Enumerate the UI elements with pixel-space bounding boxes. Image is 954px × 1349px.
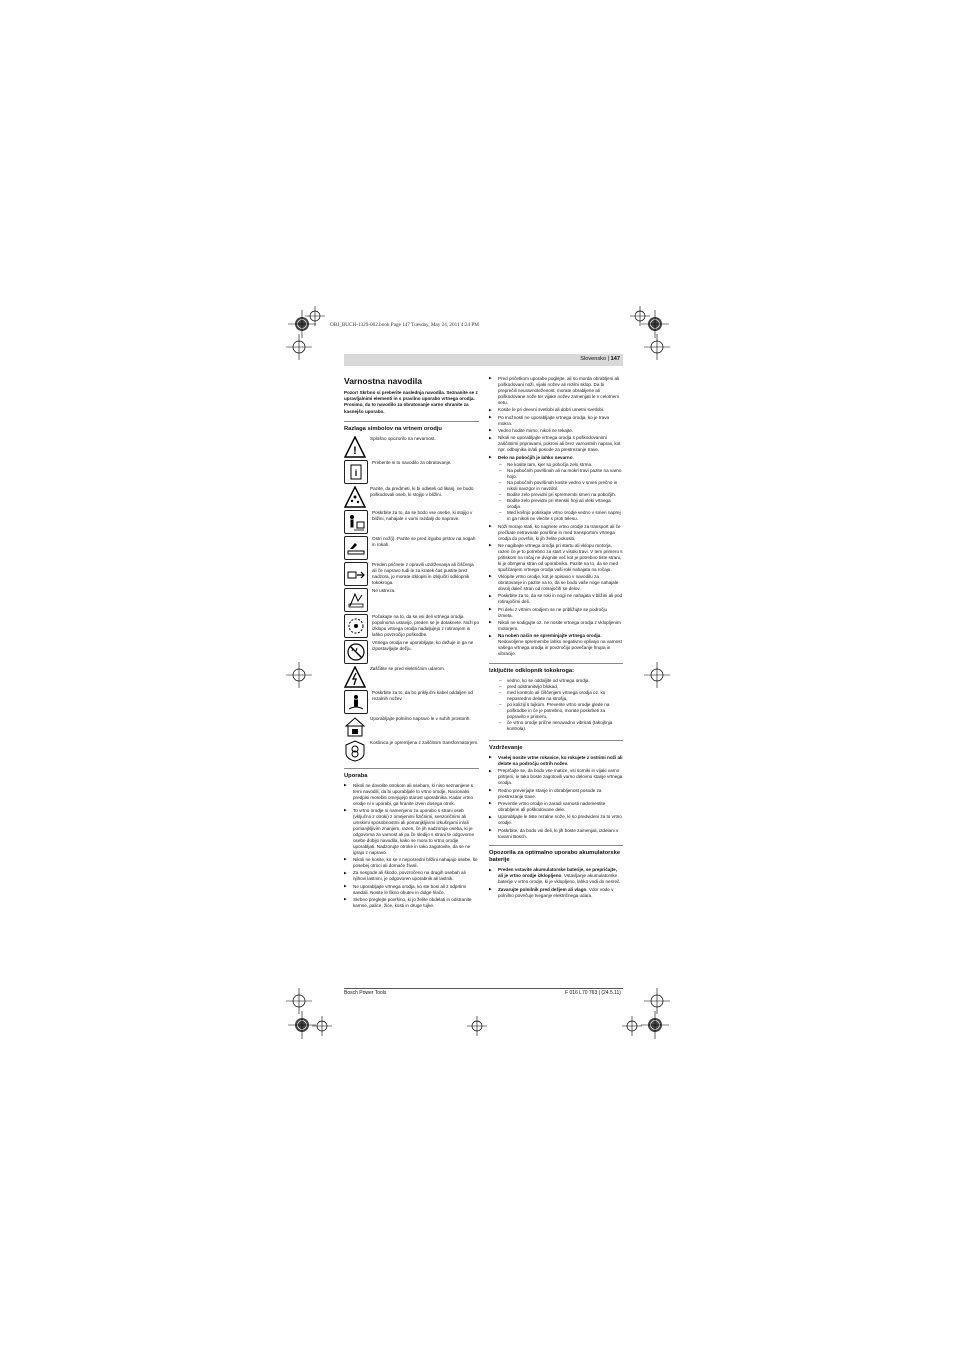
electric-shock-icon [344, 666, 366, 688]
list-item: – če vrtno orodje prične nenavadno vibrirati (takojšnja kontrola). [489, 720, 623, 732]
svg-text:i: i [354, 467, 358, 478]
list-item: ▶ Na noben način ne spreminjajte vrtnega orodja. Nedovoljene spremembe lahko negativno vplivajo na varnost vašega vrtnega orodja in povzročijo povečanje hrupa in vibracije. [489, 633, 623, 657]
symbol-text: Splošno opozorilo na nevarnost. [370, 435, 436, 441]
read-manual-icon [344, 460, 368, 484]
list-item: ▶ To vrtno orodje ni namenjeno za uporabo s strani oseb (vključno z otroki) z omejenimi fizičnimi, senzoričnimi ali umskimi sposobnostmi ali pomanjkljivimi izkušnjami in/ali pomanjkljivim znanjem, razen, če jih nadzoruje oseba, ki je odgovorna za varnost ali pa če sledijo s strani te odgovorne osebe dobijo navodila, kako se mora to vrtno orodje uporabljati. Nadzorujte otroke in tako zagotovite, da se ne igrajo z napravo. [344, 808, 479, 856]
crosshair-top-center-left [305, 306, 325, 326]
list-item: ▶ Kosite le pri dnevni svetlobi ali dobri umetni svetlobi. [489, 407, 623, 413]
maintenance-list [489, 755, 623, 840]
usage-list-continued [489, 376, 623, 461]
svg-text:!: ! [353, 444, 357, 457]
symbol-text: Vrtnega orodja ne uporabljajte, ko dežuje in ga ne izpostavljajte dežju. [372, 639, 474, 651]
bystander-distance-icon [344, 510, 368, 534]
symbol-text: Pazite, da predmeti, ki bi odleteli od likanj, ne bodo poškodovali oseb, ki stojijo v bližini. [370, 485, 474, 497]
list-item: ▶ Uporabljajte le tiste rezalne nože, ki so predvideni za to vrtno orodje. [489, 814, 623, 826]
crosshair-top-right [644, 334, 670, 360]
battery-list [489, 867, 623, 898]
list-item: ▶ Pred pričetkom uporabe poglejte, ali so morda obrabljeni ali poškodovani noži, vijaki nožev ali rezilni sklop. Da bi preprečili neuravnoteženost, morate obrabljene ali poškodovane nože ter vijake nožev zamenjati le v celotnem setu. [489, 376, 623, 406]
symbol-row [344, 614, 479, 638]
list-item: ▶ Preprčajte se, da bodo vse matice, vsi sorniki in vijaki varno pritrjeni, le tako boste zagotovili varno delovno stanje vrtnega orodja. [489, 768, 623, 786]
list-item: ▶ Vselej nosite vrtne rokavice, ko rokujete z ostrimi noži ali delate na področju ostrih nožev. [489, 755, 623, 767]
list-item: ▶ Nikoli ne uporabljajte vrtnega orodja s poškodovanimi zaščitnimi pripravami, pokrovi ali brez varnostnih naprav, kot npr. odbojnika in/ali posode za prestrezanje trave. [489, 435, 623, 453]
symbols-list [344, 436, 479, 762]
crosshair-top-center-right [630, 306, 650, 326]
crosshair-top-left [286, 334, 312, 360]
list-item: ▶ Po možnosti ne uporabljajte vrtnega orodja, ko je trava mokra. [489, 415, 623, 427]
maintenance-title: Vzdrževanje [489, 740, 623, 752]
crosshair-bottom-center [467, 1016, 487, 1036]
list-item: ▶ Nikoli ne sodigujte oz. ne nosite vrtnega orodja z vklopljenim motorjem. [489, 620, 623, 632]
symbol-text: Ostri nož(i). Pazite se pred izgubo prstov na nogah in rokah. [372, 535, 476, 547]
list-item: ▶ Pri delu z vrtnim orodjem se ne približujte se področju izmeta. [489, 607, 623, 619]
symbol-text: Uporabljajte polnilno napravo le v suhih prostorih. [370, 715, 471, 721]
list-item: ▶ Ne nagibajte vrtnega orodja pri startu ali vklopu motorja, razen če je to potrebno za start v visoki travi. V tem primeru s pritiskom na ročaj ne dvignite več kot je potrebno tiste strani, ki je obrnjena stran od uporabnika. Pazite na to, da se med spuščanjem vrtnega orodja vaši roki nahajata na ročaju. [489, 543, 623, 573]
intro-warning: Pozor! Skrbno si preberite naslednja navodila. Seznanite se z upravljalnimi elementi in s pravilno uporabo vrtnega orodja. Prosimo, da to navodilo za obratovanje varno shranite za kasnejšo uporabo. [344, 390, 478, 414]
list-item: ▶ Poskrbite za to, da se roki in nogi ne nahajata v bližini ali pod rotirajočimi deli. [489, 593, 623, 605]
list-item: ▶ Preventie vrtno orodje in zaradi varnosti nadomestite obrabljene ali poškodovane dele. [489, 801, 623, 813]
list-item: ▶ Delo na pobočjih je lahko nevarno. [489, 455, 623, 461]
remove-key-icon [344, 562, 368, 586]
symbol-row [344, 562, 479, 586]
list-item: ▶ Zavarujte polnilnik pred dežjem ali vlago. Vdor vode v polnilno povečuje tveganje električnega udara. [489, 887, 623, 899]
header-page-number: 147 [610, 356, 620, 362]
list-item: ▶ Nikoli ne kosite, ko se v neposredni bližini nahajajo osebe, še posebej otroci ali domače živali. [344, 857, 479, 869]
symbol-row [344, 640, 479, 664]
list-item: ▶ Redno preverjajte stanje in obrabljenost posode za prestrezanje trave. [489, 788, 623, 800]
symbols-title: Razlaga simbolov na vrtnem orodju [344, 421, 479, 433]
section-title: Varnostna navodila [344, 376, 422, 386]
slope-list [489, 462, 623, 522]
right-column [489, 376, 623, 905]
footer-brand: Bosch Power Tools [344, 990, 387, 996]
sharp-blades-icon [344, 536, 368, 560]
battery-title: Opozorila za optimalno uporabo akumulatorske baterije [489, 845, 623, 864]
cable-away-icon [344, 690, 368, 714]
list-item: – Na pobočnih površinah kosite vedno v smeri prečno in nikoli navzgor in navzdol. [489, 480, 623, 492]
symbol-text: Ne ustreza. [372, 587, 396, 593]
list-item: – Na pobočnih površinah ali na mokri travi pazite na varno hojo. [489, 468, 623, 480]
list-item: – med kontrolo ali čiščenjem vrtnega orodja oz. ko neposredno delate na strošju, [489, 690, 623, 702]
safety-transformer-icon [344, 740, 366, 762]
list-item: ▶ Skrbno preglejte površino, ki jo želite obdelati in odstranite kamne, palice, žice, kosti in druge tujke. [344, 897, 479, 909]
list-item: – Bodite zelo previdni pri spremembi smeri na pobočjih. [489, 492, 623, 498]
symbol-row [344, 588, 479, 612]
list-item: ▶ Nikoli ne dovolite otrokom ali osebam, ki niso seznanjene s temi navodili, da bi uporabljale to vrtno orodje. Nacionalni predpisi morebiti omejujejo starost uporabnika. Kadar vrtno orodje ni v uporabi, ga hranite izven dosega otrok. [344, 783, 479, 807]
page-header-bar [344, 354, 623, 366]
usage-list [344, 783, 479, 909]
list-item: ▶ Ne uporabljajte vrtnega orodja, ko ste bosi ali z odprtimi sandali. Nosite le fikno obutev in dolge hlače. [344, 884, 479, 896]
symbol-text: Počakajte na to, da se vsi deli vrtnega orodja popolnoma ustavijo, preden se je dotaknete. Noži po izklopu vrtnega orodja nadaljujejo z rotiranjem in lahko povzročijo poškodbe. [372, 613, 480, 637]
flying-objects-icon [344, 486, 366, 508]
list-item: – Med košnjo potiskajte vrtno orodje vedno v smeri naprej in ga nikoli ne vlecite s proti telesu. [489, 510, 623, 522]
indoor-charger-icon [344, 716, 366, 738]
symbol-row [344, 666, 479, 688]
symbol-row [344, 436, 479, 458]
list-item: ▶ Poskrbite, da bodo vsi deli, ki jih boste zamenjali, izdelani v tovarni Bosch. [489, 828, 623, 840]
disconnect-title: Izključite odklopnik tokokroga: [489, 663, 623, 675]
list-item: ▶ Za nesgode ali škodo, povzročeno na drugih osebah ali njihovi lastnini, je odgovoren uporabnik ali lastnik. [344, 870, 479, 882]
crosshair-mid-left [286, 662, 312, 688]
footer-doc-code: F 016 L70 763 | (24.5.11) [565, 990, 621, 996]
registration-mark-bottom-right [641, 1011, 669, 1039]
no-wet-use-icon [344, 640, 368, 664]
symbol-row [344, 510, 479, 534]
page-header-text: Slovensko | 147 [580, 356, 620, 362]
crosshair-bottom-center-left [312, 1016, 332, 1036]
usage-title: Uporaba [344, 768, 479, 780]
crosshair-bottom-center-right [622, 1016, 642, 1036]
list-item: ▶ Preden vstavite akumulatorske baterije, se prepričajte, ali je vrtno orodje izklopljeno. Vstavljanje akumulatorske baterije v vrtno orodje, ki je vklopljeno, lahko vodi do nesreč. [489, 867, 623, 885]
symbol-text: Poskrbite za to, da se bodo vse osebe, ki stojijo v bližini, nahajale v varni razdalji do naprave. [372, 509, 473, 521]
print-info-line: OBJ_BUCH-1329-002.book Page 147 Tuesday, May 24, 2011 4:24 PM [330, 322, 479, 328]
list-item: – pred odstranitvijo blokad, [489, 684, 623, 690]
no-rain-icon [344, 588, 368, 612]
usage-list-more [489, 524, 623, 658]
header-language: Slovensko [580, 356, 607, 362]
blade-rotation-icon [344, 614, 368, 638]
list-item: ▶ Noži morajo stati, ko nagnete vrtno orodje za transport ali če prečkate netravnate površine in med transportom vrtnega orodja do površin, ki jih želite pokositi. [489, 524, 623, 542]
symbol-text: Koslinica je opremljena z zaščitnim transformatorjem. [370, 739, 479, 745]
symbol-text: Preden pričnete z opravili uzdrževanja ali čiščenja ali če napravo tudi le za kratek čas pustite brez nadzora, jo morate izklopiti in izključiti odklopnik tokokroga. [372, 561, 474, 585]
warning-triangle-icon [344, 436, 366, 458]
symbol-row [344, 536, 479, 560]
list-item: ▶ Vklopite vrtno orodje, kot je opisano v navodilu za obratovanje in pazite na to, da se bodo vaše noge nahajale dovolj daleč stran od rotirajočih se delov. [489, 574, 623, 592]
disconnect-list [489, 678, 623, 732]
footer-rule [344, 988, 623, 989]
symbol-row [344, 716, 479, 738]
symbol-row [344, 740, 479, 762]
list-item: ▶ Vedno hodite mirno, nikoli ne tekajte. [489, 428, 623, 434]
symbol-row [344, 690, 479, 714]
list-item: – vedno, ko se oddaljite od vrtnega orodja, [489, 678, 623, 684]
crosshair-mid-right [644, 662, 670, 688]
symbol-text: Poskrbite za to, da bo priključni kabel oddaljen od rezalnih nožev. [372, 689, 473, 701]
left-column [344, 376, 479, 915]
symbol-text: Zaščitite se pred električnim udarom. [370, 665, 446, 671]
list-item: – po koliziji s tujkom. Preverite vrtno orodje glede na poškodbe in če je potrebno, morate poskrbeti za popravilo v primeru, [489, 702, 623, 720]
list-item: – Ne kosite tam, kjer so pobočja zelo strma. [489, 462, 623, 468]
symbol-row [344, 460, 479, 484]
symbol-row [344, 486, 479, 508]
symbol-text: Preberite si to navodilo za obratovanje. [372, 459, 452, 465]
list-item: – Bodite zelo previdni pri ritenski hoji ali vleki vrtnega orodja. [489, 498, 623, 510]
